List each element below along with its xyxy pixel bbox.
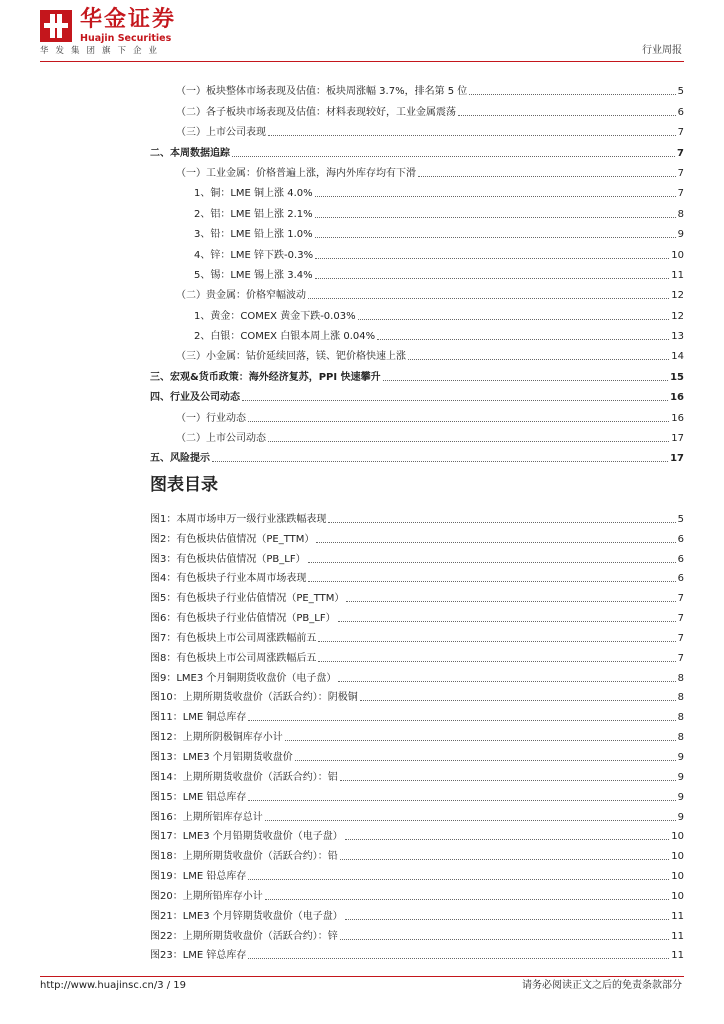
toc-entry[interactable] (40, 445, 684, 465)
figure-entry-title: 图6：有色板块子行业估值情况（PB_LF） (150, 613, 336, 625)
figure-leader-dots (340, 780, 676, 781)
figure-entry[interactable] (150, 585, 684, 605)
toc-entry-title: 三、宏观&货币政策：海外经济复苏，PPI 快速攀升 (150, 371, 381, 383)
figure-entry[interactable] (150, 645, 684, 665)
toc-leader-dots (268, 135, 676, 136)
figure-entry-title: 图14：上期所期货收盘价（活跃合约）：铝 (150, 771, 338, 783)
figure-entry-title: 图22：上期所期货收盘价（活跃合约）：锌 (150, 930, 338, 942)
toc-entry-page: 15 (670, 371, 684, 383)
toc-entry[interactable] (40, 180, 684, 200)
figure-leader-dots (248, 879, 669, 880)
figure-entry[interactable] (150, 744, 684, 764)
toc-entry-page: 17 (671, 433, 684, 445)
toc-entry-page: 16 (671, 412, 684, 424)
toc-leader-dots (358, 319, 670, 320)
toc-entry-title: （三）小金属：钴价延续回落，镁、钯价格快速上涨 (176, 351, 406, 363)
toc-entry-title: （一）工业金属：价格普遍上涨，海内外库存均有下滑 (176, 167, 416, 179)
figure-entry-title: 图19：LME 铅总库存 (150, 871, 247, 883)
toc-leader-dots (383, 380, 668, 381)
figure-entry-title: 图7：有色板块上市公司周涨跌幅前五 (150, 632, 317, 644)
figure-leader-dots (345, 919, 669, 920)
figure-entry-page: 5 (677, 513, 684, 525)
toc-entry-page: 12 (671, 310, 684, 322)
toc-entry-title: （三）上市公司表现 (176, 127, 266, 139)
figure-entry[interactable] (150, 824, 684, 844)
figure-leader-dots (360, 700, 676, 701)
figure-entry[interactable] (150, 943, 684, 963)
figure-entry-title: 图21：LME3 个月锌期货收盘价（电子盘） (150, 910, 343, 922)
figure-entry-title: 图20：上期所铅库存小计 (150, 890, 263, 902)
figure-entry-page: 11 (671, 910, 684, 922)
toc-entry-title: 2、铝：LME 铝上涨 2.1% (194, 208, 313, 220)
figure-entry-page: 10 (671, 871, 684, 883)
figure-leader-dots (248, 958, 669, 959)
figure-entry-page: 7 (677, 593, 684, 605)
toc-entry-title: 四、行业及公司动态 (150, 392, 240, 404)
figure-entry[interactable] (150, 724, 684, 744)
toc-leader-dots (242, 400, 668, 401)
toc-entry[interactable] (40, 262, 684, 282)
figure-leader-dots (338, 681, 675, 682)
toc-entry[interactable] (40, 160, 684, 180)
toc-entry-title: 5、锡：LME 锡上涨 3.4% (194, 269, 313, 281)
figure-leader-dots (338, 621, 676, 622)
toc-entry-page: 5 (677, 86, 684, 98)
figure-entry-title: 图11：LME 铜总库存 (150, 712, 247, 724)
toc-entry[interactable] (40, 363, 684, 383)
figure-leader-dots (265, 820, 676, 821)
toc-entry[interactable] (40, 404, 684, 424)
toc-entry-page: 17 (670, 453, 684, 465)
toc-leader-dots (377, 339, 669, 340)
figure-entry-page: 7 (677, 632, 684, 644)
figure-entry-page: 8 (677, 712, 684, 724)
toc-entry[interactable] (40, 98, 684, 118)
footer-url-page: http://www.huajinsc.cn/3 / 19 (40, 980, 187, 991)
toc-leader-dots (469, 94, 675, 95)
toc-entry[interactable] (40, 221, 684, 241)
figure-entry-page: 10 (671, 831, 684, 843)
header-divider (40, 61, 684, 62)
figure-entry-page: 7 (677, 613, 684, 625)
figure-entry[interactable] (150, 704, 684, 724)
toc-entry-page: 11 (671, 269, 684, 281)
figure-leader-dots (316, 542, 675, 543)
figure-leader-dots (308, 581, 675, 582)
figure-entry[interactable] (150, 625, 684, 645)
figure-leader-dots (265, 899, 670, 900)
figure-entry[interactable] (150, 804, 684, 824)
figure-entry-title: 图13：LME3 个月铝期货收盘价 (150, 751, 293, 763)
toc-entry-page: 7 (677, 167, 684, 179)
figure-entry-title: 图1：本周市场申万一级行业涨跌幅表现 (150, 513, 327, 525)
figure-entry-title: 图8：有色板块上市公司周涨跌幅后五 (150, 652, 317, 664)
toc-entry-page: 12 (671, 290, 684, 302)
figure-entry[interactable] (150, 903, 684, 923)
figure-leader-dots (345, 839, 669, 840)
figure-leader-dots (318, 641, 675, 642)
brand-name-en: Huajin Securities (80, 33, 172, 44)
toc-entry[interactable] (40, 343, 684, 363)
toc-entry[interactable] (40, 241, 684, 261)
toc-entry-title: 五、风险提示 (150, 453, 210, 465)
figure-leader-dots (295, 760, 676, 761)
toc-entry-page: 16 (670, 392, 684, 404)
figure-entry-page: 6 (677, 533, 684, 545)
figure-entry[interactable] (150, 784, 684, 804)
toc-entry[interactable] (40, 282, 684, 302)
toc-entry-page: 13 (671, 331, 684, 343)
toc-leader-dots (232, 156, 675, 157)
brand-slogan: 华发集团旗下企业 (40, 46, 165, 56)
figure-entry-page: 8 (677, 672, 684, 684)
toc-leader-dots (418, 176, 676, 177)
toc-entry[interactable] (40, 384, 684, 404)
toc-leader-dots (315, 237, 676, 238)
figure-leader-dots (346, 601, 675, 602)
footer-divider (40, 976, 684, 977)
figure-leader-dots (248, 720, 675, 721)
toc-entry-title: （一）板块整体市场表现及估值：板块周涨幅 3.7%，排名第 5 位 (176, 86, 468, 98)
toc-leader-dots (315, 217, 676, 218)
figure-entry[interactable] (150, 506, 684, 526)
toc-entry[interactable] (40, 139, 684, 159)
toc-entry-title: 2、白银：COMEX 白银本周上涨 0.04% (194, 331, 376, 343)
figure-entry[interactable] (150, 526, 684, 546)
figure-entry[interactable] (150, 546, 684, 566)
figure-entry-page: 8 (677, 732, 684, 744)
toc-entry[interactable] (40, 200, 684, 220)
figure-entry-page: 7 (677, 652, 684, 664)
toc-entry[interactable] (40, 302, 684, 322)
figure-entry-page: 8 (677, 692, 684, 704)
figure-entry-title: 图18：上期所期货收盘价（活跃合约）：铅 (150, 851, 338, 863)
figure-entry-page: 9 (677, 791, 684, 803)
figure-entry-title: 图9：LME3 个月铜期货收盘价（电子盘） (150, 672, 337, 684)
figure-entry-page: 11 (671, 930, 684, 942)
toc-entry-title: （一）行业动态 (176, 412, 246, 424)
toc-entry[interactable] (40, 119, 684, 139)
toc-entry-title: 3、铅：LME 铅上涨 1.0% (194, 229, 313, 241)
toc-leader-dots (315, 196, 676, 197)
figure-entry[interactable] (150, 923, 684, 943)
figure-entry-title: 图12：上期所阴极铜库存小计 (150, 732, 283, 744)
toc-entry-page: 7 (677, 188, 684, 200)
figure-entry-title: 图3：有色板块估值情况（PB_LF） (150, 553, 306, 565)
toc-entry-page: 10 (671, 249, 684, 261)
page-header (0, 0, 724, 62)
toc-entry[interactable] (40, 323, 684, 343)
figure-entry-title: 图17：LME3 个月铅期货收盘价（电子盘） (150, 831, 343, 843)
toc-entry-title: 1、黄金：COMEX 黄金下跌-0.03% (194, 310, 356, 322)
figure-entry[interactable] (150, 685, 684, 705)
toc-entry-title: 4、锌：LME 锌下跌-0.3% (194, 249, 314, 261)
figure-leader-dots (318, 661, 675, 662)
toc-entry-title: （二）各子板块市场表现及估值：材料表现较好，工业金属震荡 (176, 106, 456, 118)
figure-entry-page: 9 (677, 771, 684, 783)
figure-leader-dots (285, 740, 676, 741)
toc-entry-page: 8 (677, 208, 684, 220)
toc-leader-dots (308, 298, 669, 299)
figure-entry[interactable] (150, 605, 684, 625)
toc-entry-title: （二）上市公司动态 (176, 433, 266, 445)
figure-leader-dots (308, 562, 676, 563)
figure-entry[interactable] (150, 665, 684, 685)
toc-entry-page: 7 (677, 147, 684, 159)
figure-entry-title: 图2：有色板块估值情况（PE_TTM） (150, 533, 315, 545)
toc-entry-page: 9 (677, 229, 684, 241)
toc-entry[interactable] (40, 425, 684, 445)
huajin-logo-icon (40, 10, 72, 42)
toc-leader-dots (248, 421, 669, 422)
figure-entry[interactable] (150, 843, 684, 863)
toc-entry-page: 14 (671, 351, 684, 363)
toc-leader-dots (408, 359, 669, 360)
toc-entry-page: 6 (677, 106, 684, 118)
toc-entry-title: （二）贵金属：价格窄幅波动 (176, 290, 306, 302)
figures-title: 图表目录 (150, 475, 218, 495)
figure-entry[interactable] (150, 764, 684, 784)
figure-entry[interactable] (150, 566, 684, 586)
figure-leader-dots (340, 939, 670, 940)
toc-leader-dots (458, 115, 676, 116)
figure-entry-page: 6 (677, 573, 684, 585)
toc-entry-title: 二、本周数据追踪 (150, 147, 230, 159)
toc-entry-page: 7 (677, 127, 684, 139)
figure-entry-page: 10 (671, 851, 684, 863)
toc-leader-dots (315, 258, 669, 259)
footer-disclaimer: 请务必阅读正文之后的免责条款部分 (522, 980, 682, 991)
figure-entry[interactable] (150, 883, 684, 903)
figure-entry-title: 图4：有色板块子行业本周市场表现 (150, 573, 307, 585)
toc-leader-dots (315, 278, 670, 279)
brand-name-cn: 华金证券 (80, 7, 177, 32)
figure-leader-dots (248, 800, 675, 801)
figure-entry-page: 9 (677, 751, 684, 763)
figure-entry-title: 图10：上期所期货收盘价（活跃合约）：阴极铜 (150, 692, 358, 704)
figure-leader-dots (328, 522, 675, 523)
figure-entry-title: 图15：LME 铝总库存 (150, 791, 247, 803)
figure-entry-page: 9 (677, 811, 684, 823)
doc-type-label: 行业周报 (642, 45, 682, 56)
list-of-figures (150, 506, 684, 962)
toc-entry[interactable] (40, 78, 684, 98)
figure-entry[interactable] (150, 863, 684, 883)
figure-entry-title: 图23：LME 锌总库存 (150, 950, 247, 962)
toc-leader-dots (268, 441, 669, 442)
figure-leader-dots (340, 859, 670, 860)
figure-entry-title: 图5：有色板块子行业估值情况（PE_TTM） (150, 593, 345, 605)
toc-entry-title: 1、铜：LME 铜上涨 4.0% (194, 188, 313, 200)
toc-leader-dots (212, 461, 668, 462)
figure-entry-title: 图16：上期所铝库存总计 (150, 811, 263, 823)
figure-entry-page: 10 (671, 890, 684, 902)
figure-entry-page: 6 (677, 553, 684, 565)
table-of-contents (40, 78, 684, 465)
figure-entry-page: 11 (671, 950, 684, 962)
